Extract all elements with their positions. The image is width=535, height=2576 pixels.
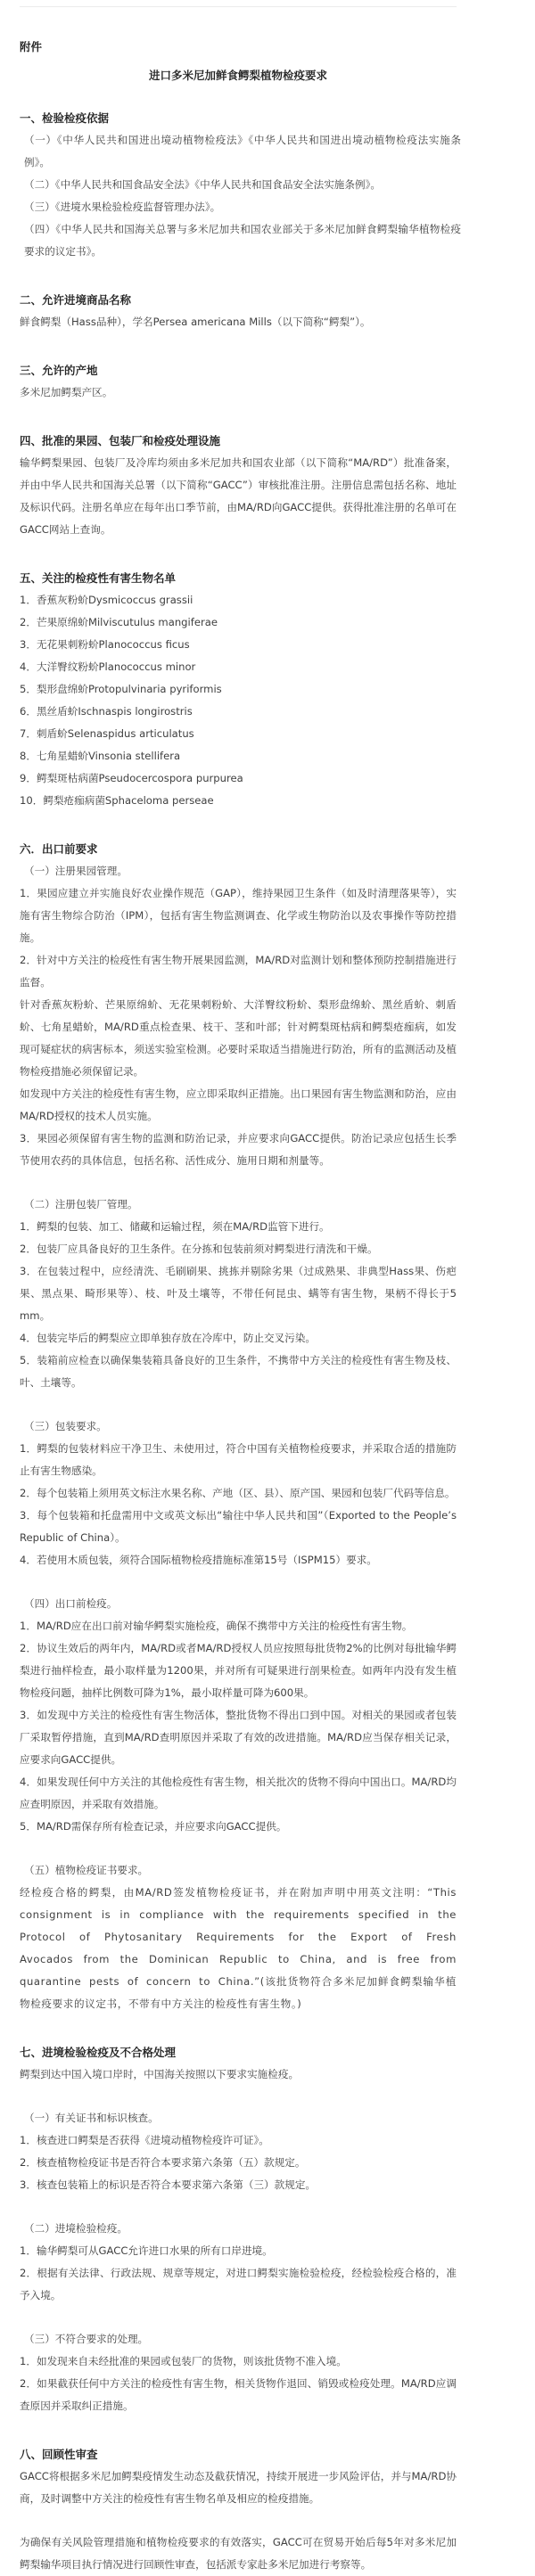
paragraph: 2．包装厂应具备良好的卫生条件。在分拣和包装前须对鳄梨进行清洗和干燥。 <box>20 1243 378 1255</box>
paragraph: 鲜食鳄梨（Hass品种），学名Persea americana Mills（以下简称“鳄梨”）。 <box>20 316 371 328</box>
paragraph: 1．果园应建立并实施良好农业操作规范（GAP），维持果园卫生条件（如及时清理落果等），实施有害生物综合防治（IPM），包括有害生物监测调查、化学或生物防治以及农事操作等防控措施。 <box>20 887 457 944</box>
subsection-packinghouse <box>20 1194 457 1394</box>
paragraph: 多米尼加鳄梨产区。 <box>20 386 113 398</box>
pest-list-item: 7．刺盾蚧Selenaspidus articulatus <box>20 727 194 740</box>
subsection-heading: （三）包装要求。 <box>24 1420 107 1432</box>
section-basis <box>20 108 461 263</box>
paragraph: 2．针对中方关注的检疫性有害生物开展果园监测，MA/RD对监测计划和整体预防控制措施进行监督。 <box>20 954 457 989</box>
paragraph: 3．果园必须保留有害生物的监测和防治记录，并应要求向GACC提供。防治记录应包括生长季节使用农药的具体信息，包括名称、活性成分、施用日期和剂量等。 <box>20 1132 457 1167</box>
subsection-packaging <box>20 1415 457 1571</box>
section-retrospective-review <box>20 2444 457 2576</box>
paragraph: 2．核查植物检疫证书是否符合本要求第六条第（五）款规定。 <box>20 2156 306 2169</box>
subsection-pre-export-quarantine <box>20 1593 457 1838</box>
section-pre-export <box>20 839 457 2015</box>
pest-list-item: 6．黑丝盾蚧Ischnaspis longirostris <box>20 705 193 718</box>
pest-list-item: 10．鳄梨疮痂病菌Sphaceloma perseae <box>20 794 214 807</box>
subsection-heading: （四）出口前检疫。 <box>24 1597 118 1610</box>
paragraph: （二）《中华人民共和国食品安全法》《中华人民共和国食品安全法实施条例》。 <box>24 178 381 191</box>
section-entry-inspection <box>20 2042 457 2417</box>
section-heading: 八、回顾性审查 <box>20 2448 98 2461</box>
pest-list-item: 8．七角星蜡蚧Vinsonia stellifera <box>20 750 181 762</box>
attachment-label: 附件 <box>20 40 43 53</box>
paragraph: 输华鳄梨果园、包装厂及冷库均须由多米尼加共和国农业部（以下简称“MA/RD”）批准备案，并由中华人民共和国海关总署（以下简称“GACC”）审核批准注册。注册信息需包括名称、地址及标识代码。注册名单应在每年出口季节前，由MA/RD向GACC提供。获得批准注册的名单可在GACC网站上查询。 <box>20 456 457 536</box>
paragraph: 3．在包装过程中，应经清洗、毛刷刷果、挑拣并剔除劣果（过成熟果、非典型Hass果、伤疤果、黑点果、畸形果等）、枝、叶及土壤等，不带任何昆虫、螨等有害生物，果柄不得长于5 mm。 <box>20 1265 457 1322</box>
subsection-heading: （二）注册包装厂管理。 <box>24 1198 138 1210</box>
section-heading: 五、关注的检疫性有害生物名单 <box>20 571 177 585</box>
section-heading: 三、允许的产地 <box>20 364 98 377</box>
paragraph: 经检疫合格的鳄梨，由MA/RD签发植物检疫证书，并在附加声明中用英文注明：“This consignment is in compliance with the requirements specified in the Protocol of Phytosanitary Requirements for the Export of Fresh Avocados from the Dominican Republic to China, and is free from quarantine pests of concern to China.”(该批货物符合多米尼加鲜食鳄梨输华植物检疫要求的议定书，不带有中方关注的检疫性有害生物。) <box>20 1886 457 2010</box>
subsection-phytosanitary-certificate <box>20 1859 457 2015</box>
paragraph: 4．包装完毕后的鳄梨应立即单独存放在冷库中，防止交叉污染。 <box>20 1332 317 1344</box>
subsection-heading: （三）不符合要求的处理。 <box>24 2333 149 2345</box>
subsection-heading: （一）有关证书和标识核查。 <box>24 2112 159 2124</box>
section-approved-facilities <box>20 431 457 541</box>
paragraph: 2．根据有关法律、行政法规、规章等规定，对进口鳄梨实施检验检疫，经检验检疫合格的，准予入境。 <box>20 2267 457 2301</box>
paragraph: 1．MA/RD应在出口前对输华鳄梨实施检疫，确保不携带中方关注的检疫性有害生物。 <box>20 1620 413 1632</box>
pest-list-item: 2．芒果原绵蚧Milviscutulus mangiferae <box>20 616 218 628</box>
paragraph: 4．如果发现任何中方关注的其他检疫性有害生物，相关批次的货物不得向中国出口。MA/RD均应查明原因，并采取有效措施。 <box>20 1776 457 1810</box>
section-pest-list <box>20 568 457 812</box>
section-origin <box>20 360 457 404</box>
paragraph: 3．如发现中方关注的检疫性有害生物活体，整批货物不得出口到中国。对相关的果园或者包装厂采取暂停措施，直到MA/RD查明原因并采取了有效的改进措施。MA/RD应当保存相关记录，应要求向GACC提供。 <box>20 1709 457 1766</box>
paragraph: （一）《中华人民共和国进出境动植物检疫法》《中华人民共和国进出境动植物检疫法实施条例》。 <box>24 134 461 168</box>
section-commodity-name <box>20 290 457 333</box>
pest-list-item: 9．鳄梨斑枯病菌Pseudocercospora purpurea <box>20 772 243 784</box>
paragraph: 1．鳄梨的包装、加工、储藏和运输过程，须在MA/RD监管下进行。 <box>20 1220 330 1233</box>
subsection-entry-quarantine <box>20 2218 457 2307</box>
paragraph: 5．装箱前应检查以确保集装箱具备良好的卫生条件，不携带中方关注的检疫性有害生物及枝、叶、土壤等。 <box>20 1354 457 1389</box>
paragraph: 为确保有关风险管理措施和植物检疫要求的有效落实，GACC可在贸易开始后每5年对多米尼加鳄梨输华项目执行情况进行回顾性审查，包括派专家赴多米尼加进行考察等。 <box>20 2536 457 2571</box>
paragraph: 2．协议生效后的两年内，MA/RD或者MA/RD授权人员应按照每批货物2%的比例对每批输华鳄梨进行抽样检查，最小取样量为1200果，并对所有可疑果进行剖果检查。如两年内没有发生植物检疫问题，抽样比例数可降为1%，最小取样量可降为600果。 <box>20 1642 457 1699</box>
paragraph: 3．核查包装箱上的标识是否符合本要求第六条第（三）款规定。 <box>20 2178 317 2191</box>
section-heading: 四、批准的果园、包装厂和检疫处理设施 <box>20 434 221 447</box>
paragraph: （四）《中华人民共和国海关总署与多米尼加共和国农业部关于多米尼加鲜食鳄梨输华植物检疫要求的议定书》。 <box>24 223 461 258</box>
pest-list-item: 3．无花果刺粉蚧Planococcus ficus <box>20 638 190 651</box>
paragraph: 4．若使用木质包装，须符合国际植物检疫措施标准第15号（ISPM15）要求。 <box>20 1554 377 1566</box>
paragraph: 如发现中方关注的检疫性有害生物，应立即采取纠正措施。出口果园有害生物监测和防治，应由MA/RD授权的技术人员实施。 <box>20 1087 457 1122</box>
paragraph: 3．每个包装箱和托盘需用中文或英文标出“输往中华人民共和国”（Exported to the People’s Republic of China）。 <box>20 1509 457 1544</box>
paragraph: （三）《进境水果检验检疫监督管理办法》。 <box>24 201 221 213</box>
document-title: 进口多米尼加鲜食鳄梨植物检疫要求 <box>148 69 327 82</box>
paragraph: 1．输华鳄梨可从GACC允许进口水果的所有口岸进境。 <box>20 2244 273 2257</box>
section-heading: 六．出口前要求 <box>20 842 98 856</box>
section-heading: 二、允许进境商品名称 <box>20 293 132 307</box>
document-page <box>0 6 535 2576</box>
subsection-certificate-check <box>20 2107 457 2196</box>
paragraph: 1．如发现来自未经批准的果园或包装厂的货物，则该批货物不准入境。 <box>20 2355 347 2367</box>
section-heading: 七、进境检验检疫及不合格处理 <box>20 2046 177 2059</box>
paragraph: 鳄梨到达中国入境口岸时，中国海关按照以下要求实施检疫。 <box>20 2068 300 2080</box>
paragraph: 针对香蕉灰粉蚧、芒果原绵蚧、无花果刺粉蚧、大洋臀纹粉蚧、梨形盘绵蚧、黑丝盾蚧、刺盾蚧、七角星蜡蚧，MA/RD重点检查果、枝干、茎和叶部；针对鳄梨斑枯病和鳄梨疮痂病，如发现可疑症状的病害标本，须送实验室检测。必要时采取适当措施进行防治，所有的监测活动及植物检疫措施必须保留记录。 <box>20 998 457 1078</box>
section-heading: 一、检验检疫依据 <box>20 111 110 125</box>
paragraph: 2．每个包装箱上须用英文标注水果名称、产地（区、县）、原产国、果园和包装厂代码等信息。 <box>20 1487 456 1499</box>
pest-list-item: 4．大洋臀纹粉蚧Planococcus minor <box>20 660 196 673</box>
subsection-heading: （一）注册果园管理。 <box>24 865 128 877</box>
paragraph: 2．如果截获任何中方关注的检疫性有害生物，相关货物作退回、销毁或检疫处理。MA/RD应调查原因并采取纠正措施。 <box>20 2377 457 2412</box>
pest-list-item: 5．梨形盘绵蚧Protopulvinaria pyriformis <box>20 683 222 695</box>
paragraph: 5．MA/RD需保存所有检查记录，并应要求向GACC提供。 <box>20 1820 287 1833</box>
subsection-noncompliance <box>20 2328 457 2417</box>
paragraph: GACC将根据多米尼加鳄梨疫情发生动态及截获情况，持续开展进一步风险评估，并与MA/RD协商，及时调整中方关注的检疫性有害生物名单及相应的检疫措施。 <box>20 2470 457 2505</box>
pest-list-item: 1．香蕉灰粉蚧Dysmicoccus grassii <box>20 594 193 606</box>
top-divider <box>20 6 457 7</box>
subsection-heading: （五）植物检疫证书要求。 <box>24 1864 149 1876</box>
subsection-orchard <box>20 860 457 1172</box>
subsection-heading: （二）进境检验检疫。 <box>24 2222 128 2235</box>
paragraph: 1．鳄梨的包装材料应干净卫生、未使用过，符合中国有关植物检疫要求，并采取合适的措施防止有害生物感染。 <box>20 1442 457 1477</box>
paragraph: 1．核查进口鳄梨是否获得《进境动植物检疫许可证》。 <box>20 2134 269 2146</box>
